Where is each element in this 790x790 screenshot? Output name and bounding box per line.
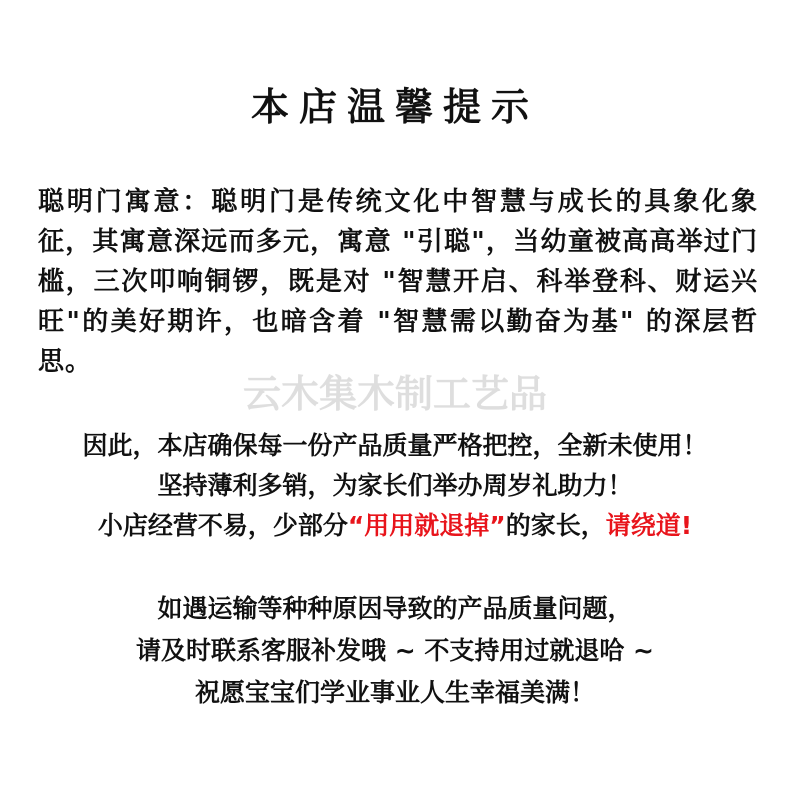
meaning-paragraph: 聪明门寓意：聪明门是传统文化中智慧与成长的具象化象征，其寓意深远而多元，寓意 "引聪"，当幼童被高高举过门槛，三次叩响铜锣，既是对 "智慧开启、科举登科、财运兴旺"的美好期许，也暗含着 "智慧需以勤奋为基" 的深层哲思。 (38, 187, 758, 377)
closing-line-3: 祝愿宝宝们学业事业人生幸福美满！ (194, 678, 595, 707)
notice-line-3-prefix: 小店经营不易，少部分 (97, 511, 348, 540)
brand-watermark: 云木集木制工艺品 (242, 372, 547, 416)
notice-warning: 请绕道! (605, 511, 693, 540)
notice-line-3 (0, 506, 790, 546)
closing-line-1: 如遇运输等种种原因导致的产品质量问题， (157, 594, 633, 623)
page-title: 本店温馨提示 (250, 84, 539, 129)
closing-line-2: 请及时联系客服补发哦 ~ 不支持用过就退哈 ~ (135, 636, 654, 665)
notice-line-3-middle: 的家长， (505, 511, 606, 540)
notice-highlight-quote: “用用就退掉” (347, 511, 506, 540)
quality-notice (0, 426, 790, 546)
notice-line-2: 坚持薄利多销，为家长们举办周岁礼助力！ (157, 471, 633, 500)
closing-message (0, 588, 790, 714)
notice-line-1: 因此，本店确保每一份产品质量严格把控，全新未使用！ (82, 431, 708, 460)
